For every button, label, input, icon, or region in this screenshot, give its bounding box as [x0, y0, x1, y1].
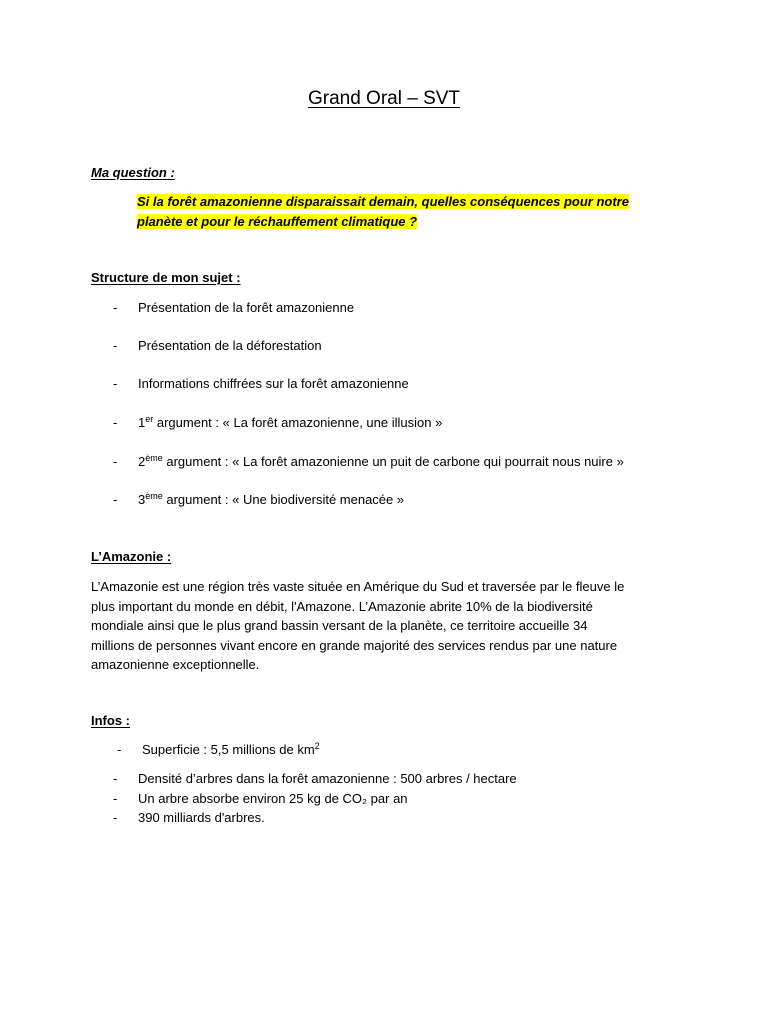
bullet-dash: - — [113, 376, 118, 391]
question-text — [137, 192, 677, 232]
list-item-text: Informations chiffrées sur la forêt amazonienne — [138, 376, 409, 391]
question-line-2: planète et pour le réchauffement climatique ? — [137, 214, 418, 229]
superscript: er — [145, 414, 154, 424]
infos-heading: Infos : — [91, 713, 130, 728]
superscript: ème — [145, 491, 163, 501]
amazonie-paragraph — [91, 577, 681, 675]
list-item-text: 3ème argument : « Une biodiversité menacée » — [138, 491, 405, 507]
paragraph-line: amazonienne exceptionnelle. — [91, 657, 260, 672]
question-heading: Ma question : — [91, 165, 175, 180]
structure-heading: Structure de mon sujet : — [91, 270, 241, 285]
paragraph-line: millions de personnes vivant encore en grande majorité des services rendus par une nature — [91, 637, 618, 653]
amazonie-heading: L’Amazonie : — [91, 549, 172, 564]
list-item-text: Densité d’arbres dans la forêt amazonienne : 500 arbres / hectare — [138, 771, 517, 786]
paragraph-line: mondiale ainsi que le plus grand bassin versant de la planète, ce territoire accueille 34 — [91, 618, 588, 633]
paragraph-line: plus important du monde en débit, l'Amazone. L’Amazonie abrite 10% de la biodiversité — [91, 598, 593, 614]
list-item-text: Présentation de la forêt amazonienne — [138, 300, 355, 315]
list-item-text: Un arbre absorbe environ 25 kg de CO₂ par an — [138, 791, 408, 806]
bullet-dash: - — [113, 338, 118, 353]
superscript: 2 — [314, 741, 320, 751]
list-item-text: 1er argument : « La forêt amazonienne, une illusion » — [138, 414, 443, 430]
bullet-dash: - — [113, 492, 118, 507]
bullet-dash: - — [113, 791, 118, 806]
bullet-dash: - — [113, 771, 118, 786]
paragraph-line: L’Amazonie est une région très vaste située en Amérique du Sud et traversée par le fleuve le — [91, 579, 625, 594]
list-item-text: Superficie : 5,5 millions de $km^2$ — [142, 741, 320, 757]
bullet-dash: - — [117, 742, 122, 757]
bullet-dash: - — [113, 810, 118, 825]
question-line-1: Si la forêt amazonienne disparaissait demain, quelles conséquences pour notre — [137, 194, 629, 209]
list-item-text: 390 milliards d'arbres. — [138, 810, 265, 825]
list-item-text: 2ème argument : « La forêt amazonienne un puit de carbone qui pourrait nous nuire » — [138, 453, 624, 469]
page-title: Grand Oral – SVT — [307, 88, 461, 109]
list-item-text: Présentation de la déforestation — [138, 338, 322, 353]
superscript: ème — [145, 453, 163, 463]
bullet-dash: - — [113, 454, 118, 469]
bullet-dash: - — [113, 300, 118, 315]
bullet-dash: - — [113, 415, 118, 430]
